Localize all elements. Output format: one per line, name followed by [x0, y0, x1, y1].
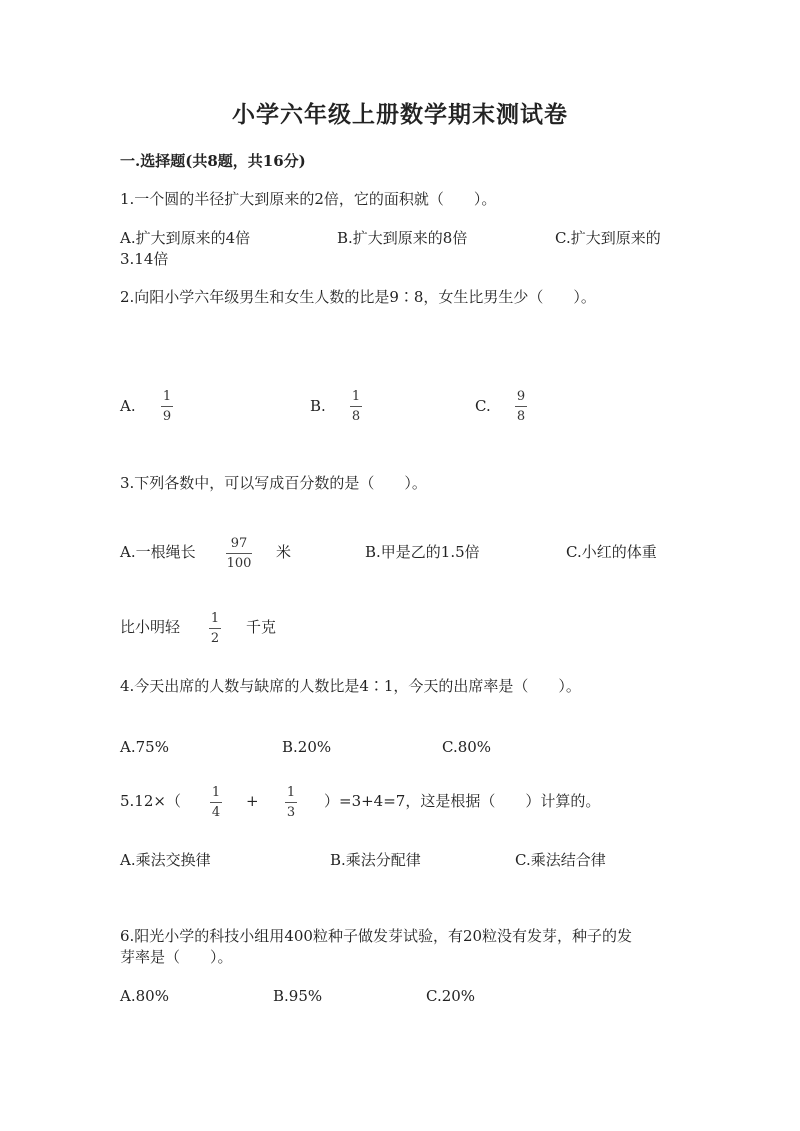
page-title: 小学六年级上册数学期末测试卷	[232, 101, 568, 128]
fraction-numerator: 1	[210, 611, 220, 626]
question-5-option-b: B.乘法分配律	[330, 851, 421, 869]
fraction-numerator: 1	[286, 785, 296, 800]
fraction-denominator: 100	[226, 556, 252, 571]
fraction-denominator: 4	[211, 805, 221, 820]
question-1-option-a: A.扩大到原来的4倍	[120, 229, 251, 247]
fraction-denominator: 2	[210, 631, 220, 646]
question-3-option-c-suffix: 千克	[246, 618, 277, 636]
question-2-option-b-label: B.	[310, 397, 326, 415]
question-4-option-a: A.75%	[120, 738, 169, 756]
fraction-numerator: 1	[211, 785, 221, 800]
question-6-stem-continued: 芽率是（ ）。	[120, 948, 233, 966]
section-heading: 一.选择题(共8题，共16分)	[120, 152, 306, 170]
question-3-option-a-prefix: A.一根绳长	[120, 543, 196, 561]
question-2-option-b-fraction	[350, 389, 362, 424]
question-3-option-b: B.甲是乙的1.5倍	[365, 543, 480, 561]
question-1-stem: 1.一个圆的半径扩大到原来的2倍，它的面积就（ ）。	[120, 190, 497, 208]
question-3-option-c-continued: 比小明轻	[120, 618, 181, 636]
question-2-stem: 2.向阳小学六年级男生和女生人数的比是9∶8，女生比男生少（ ）。	[120, 288, 596, 306]
fraction-denominator: 8	[516, 409, 526, 424]
fraction-bar	[209, 628, 221, 629]
question-4-stem: 4.今天出席的人数与缺席的人数比是4∶1，今天的出席率是（ ）。	[120, 677, 581, 695]
question-6-stem: 6.阳光小学的科技小组用400粒种子做发芽试验，有20粒没有发芽，种子的发	[120, 927, 633, 945]
fraction-denominator: 3	[286, 805, 296, 820]
fraction-denominator: 9	[162, 409, 172, 424]
fraction-numerator: 9	[516, 389, 526, 404]
question-2-option-a-label: A.	[120, 397, 136, 415]
question-1-option-c: C.扩大到原来的	[555, 229, 661, 247]
question-3-option-a-suffix: 米	[276, 543, 292, 561]
question-2-option-a-fraction	[161, 389, 173, 424]
fraction-denominator: 8	[351, 409, 361, 424]
question-5-plus-sign: +	[246, 792, 259, 810]
question-1-option-c-continued: 3.14倍	[120, 250, 169, 268]
fraction-numerator: 1	[351, 389, 361, 404]
question-1-option-b: B.扩大到原来的8倍	[337, 229, 468, 247]
fraction-bar	[210, 802, 222, 803]
question-4-option-c: C.80%	[442, 738, 492, 756]
fraction-bar	[161, 406, 173, 407]
question-6-option-b: B.95%	[273, 987, 323, 1005]
question-2-option-c-label: C.	[475, 397, 491, 415]
question-5-stem-suffix: ）=3+4=7，这是根据（ ）计算的。	[324, 792, 601, 810]
question-5-fraction-1	[210, 785, 222, 820]
question-3-option-a-fraction	[226, 536, 252, 571]
question-3-option-c: C.小红的体重	[566, 543, 657, 561]
fraction-bar	[350, 406, 362, 407]
fraction-bar	[226, 553, 252, 554]
fraction-numerator: 1	[162, 389, 172, 404]
question-5-option-a: A.乘法交换律	[120, 851, 211, 869]
question-3-stem: 3.下列各数中，可以写成百分数的是（ ）。	[120, 474, 427, 492]
question-5-option-c: C.乘法结合律	[515, 851, 606, 869]
question-3-option-c-fraction	[209, 611, 221, 646]
fraction-bar	[515, 406, 527, 407]
question-6-option-c: C.20%	[426, 987, 476, 1005]
question-6-option-a: A.80%	[120, 987, 169, 1005]
fraction-bar	[285, 802, 297, 803]
fraction-numerator: 97	[230, 536, 248, 551]
question-5-fraction-2	[285, 785, 297, 820]
question-2-option-c-fraction	[515, 389, 527, 424]
question-4-option-b: B.20%	[282, 738, 332, 756]
question-5-stem-prefix: 5.12×（	[120, 792, 181, 810]
